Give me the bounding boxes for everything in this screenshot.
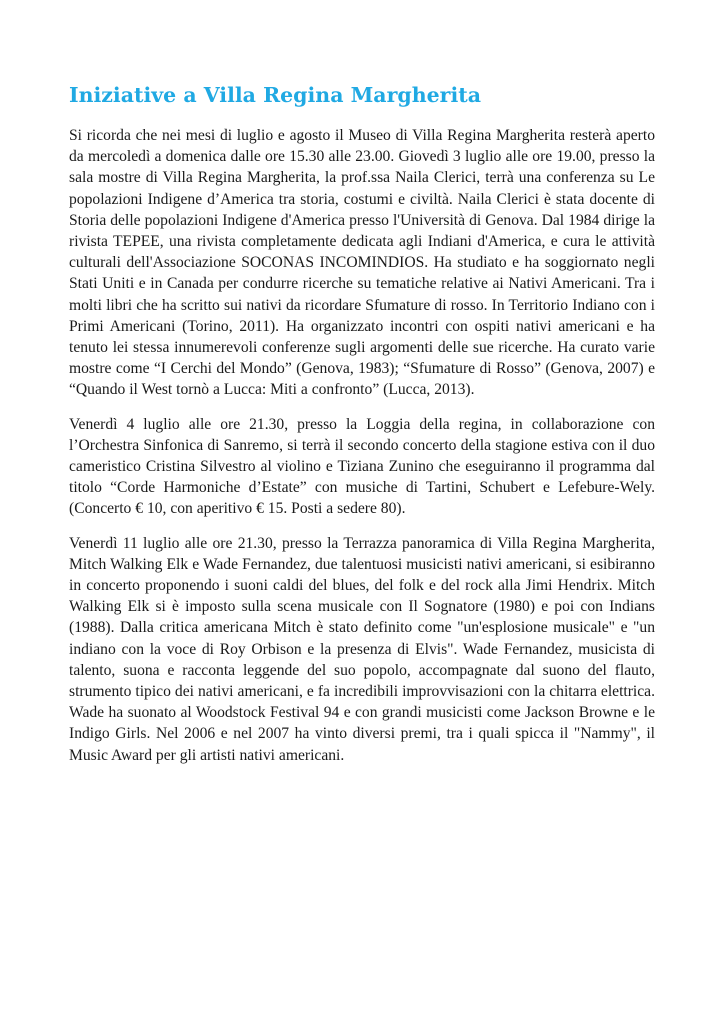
document-page [69,82,655,779]
document-title: Iniziative a Villa Regina Margherita [69,83,482,107]
paragraph-concert-july-4: Venerdì 4 luglio alle ore 21.30, presso la Loggia della regina, in collaborazione con l’Orchestra Sinfonica di Sanremo, si terrà il secondo concerto della stagione estiva con il duo cameristico Cristina Silvestro al violino e Tiziana Zunino che eseguiranno il programma dal titolo “Corde Harmoniche d’Estate” con musiche di Tartini, Schubert e Lefebure-Wely. (Concerto € 10, con aperitivo € 15. Posti a sedere 80). [69,415,655,518]
paragraph-concert-july-11: Venerdì 11 luglio alle ore 21.30, presso la Terrazza panoramica di Villa Regina Margherita, Mitch Walking Elk e Wade Fernandez, due talentuosi musicisti nativi americani, si esibiranno in concerto proponendo i suoni caldi del blues, del folk e del rock alla Jimi Hendrix. Mitch Walking Elk si è imposto sulla scena musicale con Il Sognatore (1980) e poi con Indians (1988). Dalla critica americana Mitch è stato definito come "un'esplosione musicale" e "un indiano con la voce di Roy Orbison e la presenza di Elvis". Wade Fernandez, musicista di talento, suona e racconta leggende del suo popolo, accompagnate dal suono del flauto, strumento tipico dei nativi americani, e fa incredibili improvvisazioni con la chitarra elettrica. Wade ha suonato al Woodstock Festival 94 e con grandi musicisti come Jackson Browne e le Indigo Girls. Nel 2006 e nel 2007 ha vinto diversi premi, tra i quali spicca il "Nammy", il Music Award per gli artisti nativi americani. [69,534,655,764]
paragraph-museum-hours-conference: Si ricorda che nei mesi di luglio e agosto il Museo di Villa Regina Margherita resterà aperto da mercoledì a domenica dalle ore 15.30 alle 23.00. Giovedì 3 luglio alle ore 19.00, presso la sala mostre di Villa Regina Margherita, la prof.ssa Naila Clerici, terrà una conferenza su Le popolazioni Indigene d’America tra storia, costumi e civiltà. Naila Clerici è stata docente di Storia delle popolazioni Indigene d'America presso l'Università di Genova. Dal 1984 dirige la rivista TEPEE, una rivista completamente dedicata agli Indiani d'America, e cura le attività culturali dell'Associazione SOCONAS INCOMINDIOS. Ha studiato e ha soggiornato negli Stati Uniti e in Canada per condurre ricerche su tematiche relative ai Nativi Americani. Tra i molti libri che ha scritto sui nativi da ricordare Sfumature di rosso. In Territorio Indiano con i Primi Americani (Torino, 2011). Ha organizzato incontri con ospiti nativi americani e ha tenuto lei stessa innumerevoli conferenze sugli argomenti delle sue ricerche. Ha curato varie mostre come “I Cerchi del Mondo” (Genova, 1983); “Sfumature di Rosso” (Genova, 2007) e “Quando il West tornò a Lucca: Miti a confronto” (Lucca, 2013). [69,127,655,399]
